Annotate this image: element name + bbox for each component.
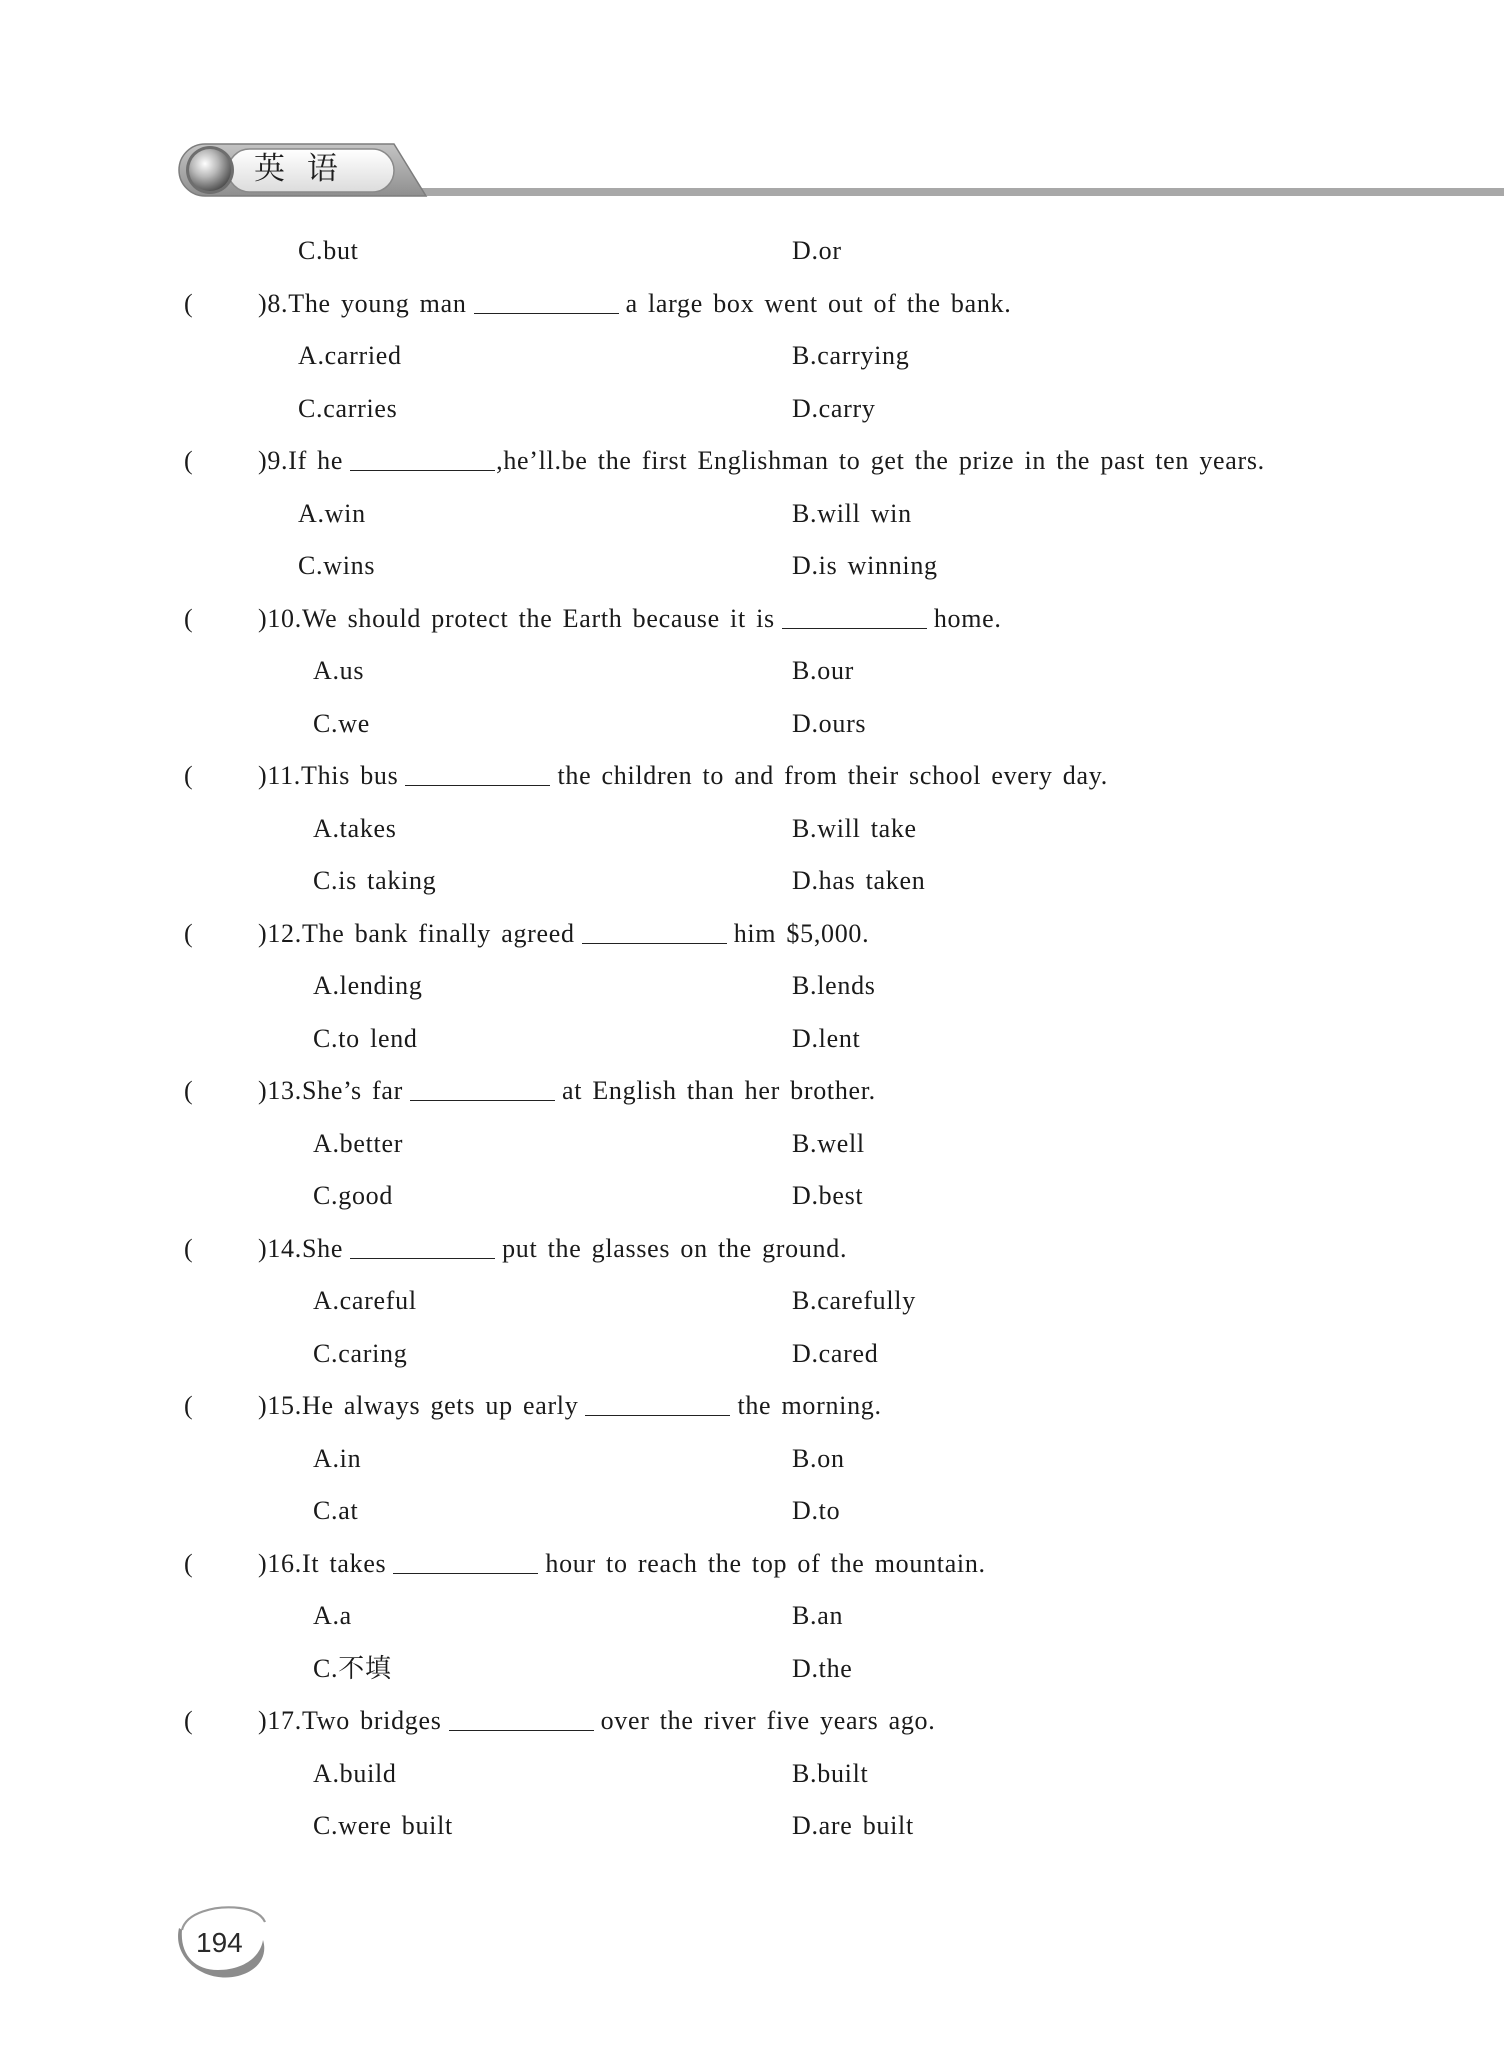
option-d: D.has taken <box>792 866 926 896</box>
answer-bracket-open: ( <box>184 1391 194 1421</box>
question-item <box>0 756 1504 914</box>
question-number: 11. <box>267 761 301 791</box>
stem-after-blank: hour to reach the top of the mountain. <box>545 1548 986 1578</box>
option-c: C.but <box>298 236 359 265</box>
option-c: C.carries <box>298 393 398 423</box>
option-b: B.our <box>792 656 854 686</box>
option-a: A.lending <box>313 971 423 1001</box>
option-b: B.will win <box>792 498 912 528</box>
stem-after-blank: the children to and from their school every day. <box>557 761 1108 791</box>
stem-before-blank: We should protect the Earth because it is <box>301 603 775 633</box>
option-a: A.build <box>313 1758 397 1788</box>
question-item <box>0 1701 1504 1859</box>
question-number: 16. <box>267 1548 302 1578</box>
options-row-cd <box>0 704 1504 757</box>
answer-bracket-open: ( <box>184 1076 194 1106</box>
option-d: D.or <box>792 236 842 265</box>
question-stem-row <box>0 756 1504 809</box>
question-number: 9. <box>267 446 289 476</box>
stem-after-blank: a large box went out of the bank. <box>625 288 1012 318</box>
option-b: B.lends <box>792 971 876 1001</box>
question-stem-row <box>0 1544 1504 1597</box>
option-d: D.is winning <box>792 551 938 581</box>
page-number: 194 <box>196 1927 243 1958</box>
answer-bracket-close: ) <box>258 603 268 633</box>
answer-bracket-open: ( <box>184 1233 194 1263</box>
options-row-ab <box>0 1124 1504 1177</box>
stem-after-blank: at English than her brother. <box>561 1076 876 1106</box>
question-item <box>0 1229 1504 1387</box>
option-d: D.ours <box>792 708 867 738</box>
stem-after-blank: put the glasses on the ground. <box>502 1233 848 1263</box>
question-number: 14. <box>267 1233 302 1263</box>
question-number: 17. <box>267 1706 302 1736</box>
option-c: C.at <box>313 1496 359 1526</box>
option-b: B.built <box>792 1758 869 1788</box>
question-stem-row <box>0 1229 1504 1282</box>
stem-after-blank: the morning. <box>737 1391 882 1421</box>
answer-bracket-open: ( <box>184 446 194 476</box>
option-c: C.caring <box>313 1338 408 1368</box>
answer-bracket-close: ) <box>258 1391 268 1421</box>
stem-before-blank: If he <box>288 446 344 476</box>
stem-before-blank: It takes <box>301 1548 387 1578</box>
question-number: 13. <box>267 1076 302 1106</box>
option-d: D.are built <box>792 1811 914 1841</box>
answer-bracket-close: ) <box>258 288 268 318</box>
question-stem <box>258 1071 876 1111</box>
stem-before-blank: She <box>301 1233 344 1263</box>
answer-blank <box>405 765 550 786</box>
answer-bracket-close: ) <box>258 1706 268 1736</box>
option-d: D.the <box>792 1653 853 1683</box>
option-d: D.cared <box>792 1338 879 1368</box>
question-stem-row <box>0 1386 1504 1439</box>
options-row-cd <box>0 1176 1504 1229</box>
options-row-ab <box>0 1596 1504 1649</box>
question-stem <box>258 756 1108 796</box>
stem-before-blank: He always gets up early <box>301 1391 579 1421</box>
stem-before-blank: Two bridges <box>301 1706 442 1736</box>
answer-bracket-open: ( <box>184 1706 194 1736</box>
options-row-ab <box>0 809 1504 862</box>
option-c: C.不填 <box>313 1653 392 1683</box>
option-d: D.lent <box>792 1023 861 1053</box>
answer-blank <box>350 450 495 471</box>
option-a: A.careful <box>313 1286 417 1316</box>
header-rule <box>410 188 1504 196</box>
options-row-ab <box>0 1754 1504 1807</box>
answer-bracket-open: ( <box>184 761 194 791</box>
answer-bracket-close: ) <box>258 1233 268 1263</box>
question-item <box>0 1386 1504 1544</box>
stem-before-blank: The bank finally agreed <box>301 918 575 948</box>
options-row-cd <box>0 861 1504 914</box>
option-d: D.to <box>792 1496 841 1526</box>
answer-bracket-close: ) <box>258 1076 268 1106</box>
answer-bracket-open: ( <box>184 288 194 318</box>
question-item <box>0 1544 1504 1702</box>
options-row-cd <box>0 546 1504 599</box>
option-b: B.an <box>792 1601 844 1631</box>
option-a: A.takes <box>313 813 397 843</box>
question-stem <box>258 1544 986 1584</box>
question-number: 10. <box>267 603 302 633</box>
answer-blank <box>782 608 927 629</box>
option-b: B.will take <box>792 813 917 843</box>
option-c: C.we <box>313 708 370 738</box>
option-c: C.to lend <box>313 1023 418 1053</box>
options-row-cd <box>0 231 1504 284</box>
option-a: A.carried <box>298 341 402 371</box>
question-stem <box>258 1701 935 1741</box>
answer-bracket-close: ) <box>258 918 268 948</box>
question-item <box>0 284 1504 442</box>
stem-after-blank: home. <box>933 603 1002 633</box>
question-stem <box>258 1229 847 1269</box>
answer-bracket-open: ( <box>184 918 194 948</box>
options-row-ab <box>0 1281 1504 1334</box>
answer-bracket-open: ( <box>184 603 194 633</box>
question-stem-row <box>0 599 1504 652</box>
answer-blank <box>585 1395 730 1416</box>
question-item <box>0 441 1504 599</box>
question-stem-row <box>0 1071 1504 1124</box>
stem-before-blank: She’s far <box>301 1076 403 1106</box>
option-a: A.better <box>313 1128 404 1158</box>
options-row-cd <box>0 389 1504 442</box>
question-number: 8. <box>267 288 289 318</box>
option-d: D.best <box>792 1181 864 1211</box>
question-stem-row <box>0 284 1504 337</box>
answer-blank <box>474 293 619 314</box>
options-row-ab <box>0 966 1504 1019</box>
answer-blank <box>582 923 727 944</box>
answer-blank <box>449 1710 594 1731</box>
option-c: C.good <box>313 1181 394 1211</box>
header-sphere-highlight <box>189 149 231 191</box>
question-number: 12. <box>267 918 302 948</box>
question-item <box>0 599 1504 757</box>
options-row-cd <box>0 1019 1504 1072</box>
stem-after-blank: ,he’ll.be the first Englishman to get the prize in the past ten years. <box>496 446 1265 476</box>
question-stem-row <box>0 1701 1504 1754</box>
options-row-ab <box>0 651 1504 704</box>
option-a: A.win <box>298 498 366 528</box>
answer-bracket-open: ( <box>184 1548 194 1578</box>
question-stem-row <box>0 441 1504 494</box>
answer-bracket-close: ) <box>258 446 268 476</box>
question-number: 15. <box>267 1391 302 1421</box>
question-stem <box>258 914 869 954</box>
answer-bracket-close: ) <box>258 761 268 791</box>
options-row-cd <box>0 1806 1504 1859</box>
option-c: C.wins <box>298 551 376 581</box>
question-item <box>0 1071 1504 1229</box>
options-row-ab <box>0 494 1504 547</box>
answer-blank <box>350 1238 495 1259</box>
option-b: B.on <box>792 1443 845 1473</box>
question-list <box>0 231 1504 1859</box>
option-b: B.carrying <box>792 341 910 371</box>
answer-bracket-close: ) <box>258 1548 268 1578</box>
options-row-cd <box>0 1649 1504 1702</box>
stem-after-blank: him $5,000. <box>733 918 870 948</box>
answer-blank <box>393 1553 538 1574</box>
option-a: A.us <box>313 656 365 686</box>
option-a: A.in <box>313 1443 362 1473</box>
options-row-ab <box>0 336 1504 389</box>
stem-before-blank: The young man <box>288 288 467 318</box>
stem-after-blank: over the river five years ago. <box>600 1706 936 1736</box>
option-c: C.were built <box>313 1811 453 1841</box>
options-row-ab <box>0 1439 1504 1492</box>
option-b: B.carefully <box>792 1286 916 1316</box>
question-stem-row <box>0 914 1504 967</box>
question-item <box>0 914 1504 1072</box>
question-stem <box>258 441 1265 481</box>
option-d: D.carry <box>792 393 876 423</box>
header-banner <box>0 130 1504 210</box>
options-row-cd <box>0 1491 1504 1544</box>
answer-blank <box>410 1080 555 1101</box>
question-stem <box>258 284 1011 324</box>
question-stem <box>258 599 1002 639</box>
stem-before-blank: This bus <box>301 761 399 791</box>
subject-title: 英 语 <box>254 151 344 187</box>
option-c: C.is taking <box>313 866 437 896</box>
option-b: B.well <box>792 1128 865 1158</box>
question-stem <box>258 1386 882 1426</box>
options-row-cd <box>0 1334 1504 1387</box>
option-a: A.a <box>313 1601 352 1631</box>
